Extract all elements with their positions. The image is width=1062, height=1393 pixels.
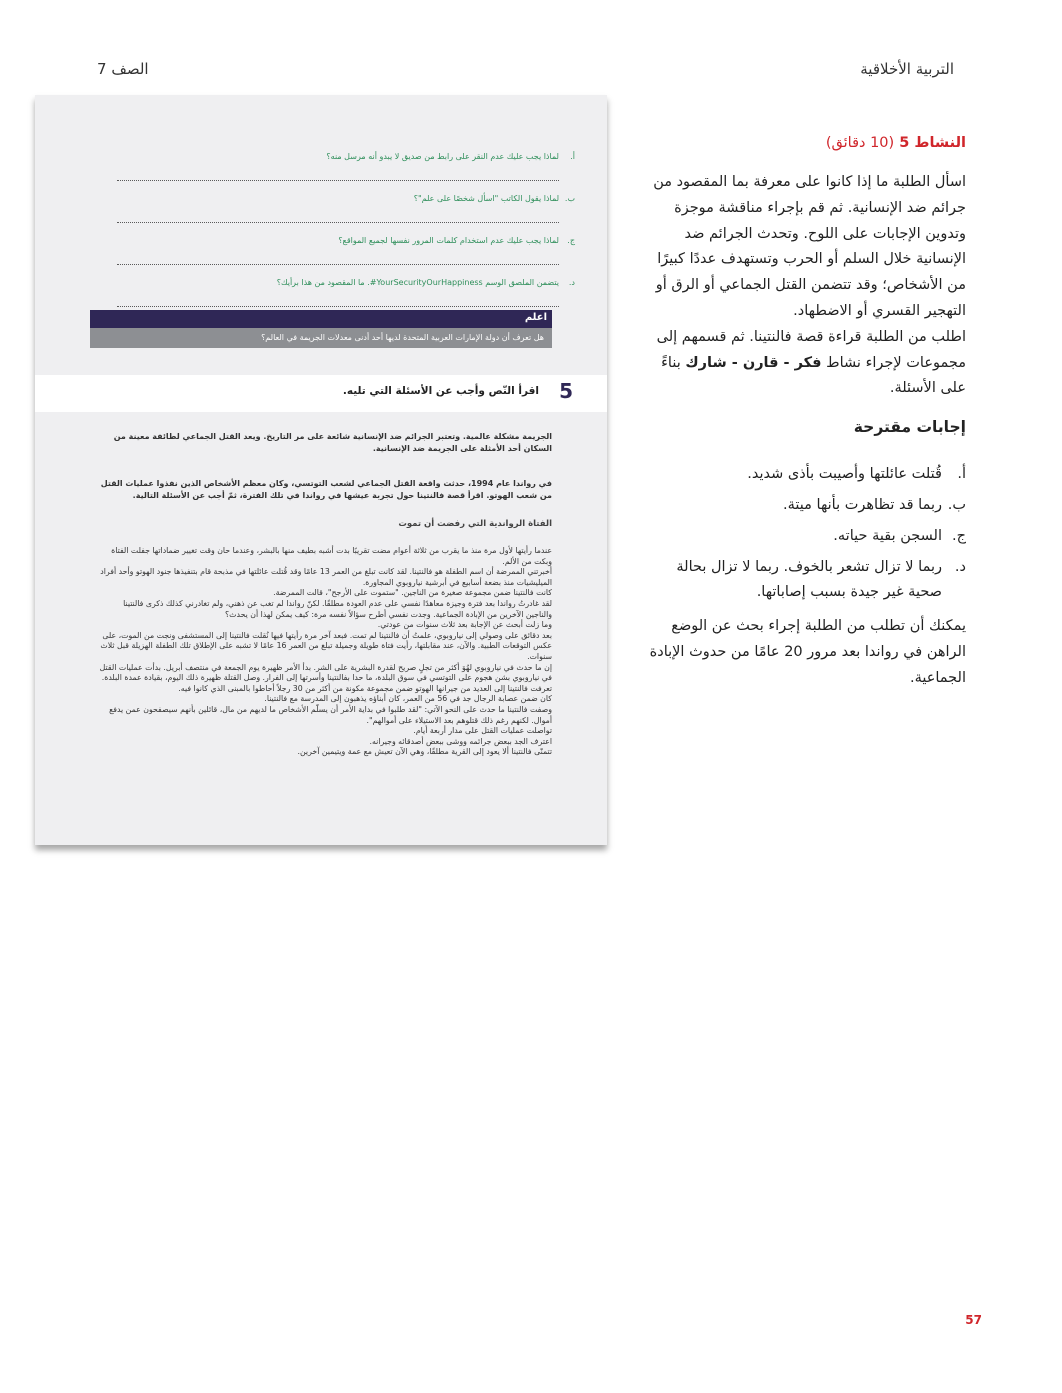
question-text: لماذا يجب عليك عدم استخدام كلمات المرور نفسها لجميع المواقع؟	[338, 236, 559, 245]
question-letter: ب.	[564, 194, 575, 203]
question-item	[117, 227, 575, 265]
answer-item	[676, 555, 966, 605]
answer-item	[676, 524, 966, 549]
answer-letter: أ.	[957, 466, 966, 482]
activity-duration: (10 دقائق)	[825, 135, 895, 151]
story-line: وما زلت أبحث عن الإجابة بعد ثلاث سنوات من عودتي.	[377, 620, 552, 630]
answer-item	[676, 493, 966, 518]
question-text: لماذا يقول الكاتب "اسأل شخصًا على علم"؟	[413, 194, 559, 203]
answers-title: إجابات مقترحة	[853, 418, 966, 436]
story-line: تواصلت عمليات القتل على مدار أربعة أيام.	[413, 726, 552, 736]
question-letter: أ.	[570, 152, 575, 161]
article-intro-2: في رواندا عام 1994، حدثت واقعة القتل الجماعي لشعب التوتسي، وكان معظم الأشخاص الذين نفذوا عمليات القتل من شعب الهوتو. اقرأ قصة فالنتينا حول تجربة عيشها في رواندا في تلك الفترة، ثمّ أجب عن الأسئلة التالية.	[100, 479, 552, 500]
question-list	[117, 143, 575, 307]
closing-paragraph: يمكنك أن تطلب من الطلبة إجراء بحث عن الوضع الراهن في رواندا بعد مرور 20 عامًا من حدوث الإبادة الجماعية.	[649, 618, 966, 686]
think-pair-share-label: فكر - قارن - شارك	[685, 354, 822, 371]
answer-letter: د.	[954, 559, 966, 575]
article-intro-1: الجريمة مشكلة عالمية. وتعتبر الجرائم ضد الإنسانية شائعة على مر التاريخ. ويعد القتل الجماعي لطائفة معينة من السكان أحد الأمثلة على الجريمة ضد الإنسانية.	[113, 432, 552, 453]
story-line: عندما رأيتها لأول مرة منذ ما يقرب من ثلاثة أعوام مضت تقريبًا بدت أشبه بطيف منها بالبشر، وعندما حان وقت تغيير ضماداتها جفلت الفتاة وبكت من الألم.	[111, 546, 552, 566]
question-item	[117, 185, 575, 223]
header-grade: الصف 7	[97, 60, 149, 78]
guide-paragraph-2-post: بناءً على الأسئلة.	[661, 354, 966, 397]
question-letter: د.	[568, 278, 575, 287]
did-you-know-text: هل تعرف أن دولة الإمارات العربية المتحدة لديها أحد أدنى معدلات الجريمة في العالم؟	[90, 328, 552, 348]
activity-title	[639, 135, 966, 151]
question-text: لماذا يجب عليك عدم النقر على رابط من صديق لا يبدو أنه مرسل منه؟	[326, 152, 559, 161]
question-item	[117, 269, 575, 307]
story-line: أخبرتني الممرضة أن اسم الطفلة هو فالنتينا. لقد كانت تبلغ من العمر 13 عامًا وقد قُتلت عائلتها في مذبحة قام بتنفيذها جنود الهوتو وأحد أفراد الميليشيات منذ بضعة أسابيع في أبرشية نياروبوي المجاورة.	[100, 567, 552, 587]
page-number: 57	[965, 1313, 982, 1327]
answer-item	[676, 462, 966, 487]
answer-letter: ج.	[952, 528, 966, 544]
activity-name: النشاط 5	[899, 135, 966, 151]
answers-list	[676, 462, 966, 611]
story-line: كان ضمن عصابة الرجال جد في 56 من العمر، كان أبناؤه يذهبون إلى المدرسة مع فالنتينا.	[264, 694, 552, 704]
header-subject: التربية الأخلاقية	[860, 60, 954, 78]
story-line: كانت فالنتينا ضمن مجموعة صغيرة من الناجين. "ستموت على الأرجح"، قالت الممرضة.	[273, 588, 552, 598]
story-line: اعترف الجد ببعض جرائمه ووشى ببعض أصدقائه وجيرانه.	[369, 736, 552, 746]
answer-text: ربما قد تظاهرت بأنها ميتة.	[783, 497, 942, 513]
story-line: إن ما حدث في نياروبوي لهُوَ أكثر من تجلٍ صريح لقدرة البشرية على الشر. بدأ الأمر ظهيرة يوم الجمعة في منتصف أبريل. بدأت عمليات القتل في نياروبوي بشن هجوم على التوتسي في سوق البلدة، ما حدا بفالنتينا وأسرتها إلى الفرار. وصل القتلة ظهيرة ذلك اليوم، بقيادة عمدة البلدة. تعرفت فالنتينا إلى العديد من جيرانها الهوتو ضمن مجموعة مكونة من أكثر من 30 رجلاً أحاطوا بالمبنى الذي كانوا فيه.	[99, 662, 552, 693]
question-letter: ج.	[567, 236, 575, 245]
story-line: بعد دقائق على وصولي إلى نياروبوي، علمتُ أن فالنتينا لم تمت. فبعد آخر مرة رأيتها فيها نُقلت فالنتينا إلى المستشفى ونجت من الموت، على عكس التوقعات الطبية. والآن، عند مقابلتها، رأيت فتاة طويلة وجميلة تبلغ من العمر 16 عامًا لا تشبه على الإطلاق تلك الطفلة الهزيلة قبل ثلاث سنوات.	[100, 630, 552, 661]
did-you-know-title: اعلم	[90, 310, 552, 328]
task-instruction: اقرأ النّص وأجب عن الأسئلة التي تليه.	[342, 385, 539, 397]
task-number: 5	[559, 379, 573, 403]
question-text: يتضمن الملصق الوسم YourSecurityOurHappiness#. ما المقصود من هذا برأيك؟	[276, 278, 559, 287]
guide-instructions	[639, 170, 966, 402]
story-body	[95, 546, 552, 758]
answer-text: السجن بقية حياته.	[833, 528, 942, 544]
answer-text: ربما لا تزال تشعر بالخوف. ربما لا تزال بحالة صحية غير جيدة بسبب إصاباتها.	[676, 559, 942, 600]
question-item	[117, 143, 575, 181]
answer-text: قُتلت عائلتها وأصيبت بأذى شديد.	[747, 466, 942, 482]
story-line: تتمنّى فالنتينا ألا يعود إلى القرية مطلقًا، وهي الآن تعيش مع عمة ويتيمين آخرين.	[297, 747, 552, 757]
story-title: الفتاة الرواندية التي رفضت أن تموت	[398, 519, 552, 529]
story-line: لقد غادرتُ رواندا بعد فترة وجيزة معاهدًا نفسي على عدم العودة مطلقًا. لكنّ رواندا لم تغب عن ذهني، ولم تغادرني كذلك ذكرى فالنتينا والناجين الآخرين من الإبادة الجماعية. وجدت نفسي أطرح سؤالاً نفسه مرة: كيف يمكن لهذا أن يحدث؟	[123, 598, 552, 619]
story-line: وصفت فالنتينا ما حدث على النحو الآتي: "لقد طلبوا في بداية الأمر أن يسلّم الأشخاص ما لديهم من مال، قائلين بأنهم سيصفحون عمن يدفع أموال. لكنهم رغم ذلك قتلوهم بعد الاستيلاء على أموالهم".	[109, 704, 552, 725]
guide-paragraph-2	[639, 325, 966, 402]
answer-letter: ب.	[947, 497, 966, 513]
guide-paragraph-1: اسأل الطلبة ما إذا كانوا على معرفة بما المقصود من جرائم ضد الإنسانية. ثم قم بإجراء مناقشة موجزة وتدوين الإجابات على اللوح. وتحدث الجرائم ضد الإنسانية خلال السلم أو الحرب وتستهدف عددًا كبيرًا من الأشخاص؛ وقد تتضمن القتل الجماعي أو الرق أو التهجير القسري أو الاضطهاد.	[653, 174, 966, 319]
student-book-page	[35, 95, 607, 845]
guide-paragraph-2-pre: اطلب من الطلبة قراءة قصة فالنتينا. ثم قسمهم إلى مجموعات لإجراء نشاط	[656, 328, 966, 371]
